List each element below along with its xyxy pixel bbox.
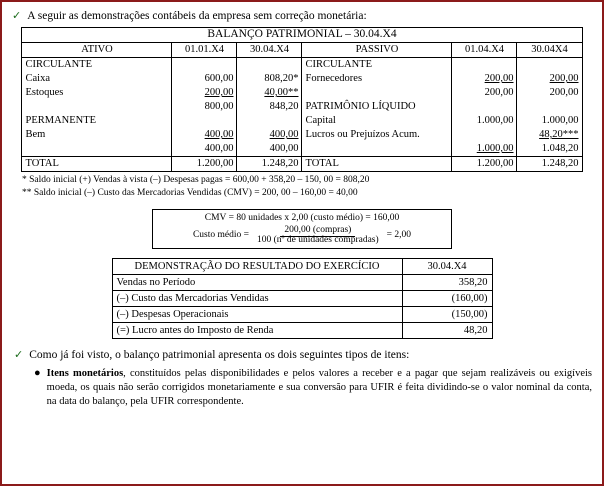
table-row [22,142,582,157]
cell-passivo-v2: 200,00 [517,72,582,86]
table-total-row [22,157,582,172]
table-row [112,291,492,307]
cell-passivo-v1: 1.000,00 [452,142,517,157]
dre-row-label: (=) Lucro antes do Imposto de Renda [112,323,402,339]
balance-header-row [22,43,582,58]
cell-passivo-label: CIRCULANTE [302,58,452,73]
closing-text: Como já foi visto, o balanço patrimonial apresenta os dois seguintes tipos de itens: [29,349,410,361]
header-ativo-col2: 30.04.X4 [237,43,302,58]
balance-title: BALANÇO PATRIMONIAL – 30.04.X4 [22,28,582,43]
cell-passivo-label [302,86,452,100]
table-row [22,58,582,73]
header-ativo-col1: 01.01.X4 [172,43,237,58]
cell-passivo-v2: 200,00 [517,86,582,100]
intro-line [12,10,594,22]
cell-ativo-v2 [237,58,302,73]
cell-ativo-label [22,142,172,157]
cmv-box [152,209,452,249]
cell-passivo-label: Fornecedores [302,72,452,86]
balance-sheet-table [21,27,582,172]
cell-ativo-v1: 400,00 [172,142,237,157]
cell-ativo-v2: 400,00 [237,142,302,157]
dre-row-value: (150,00) [402,307,492,323]
cmv-denominator: 100 (nº de unidades compradas) [257,235,379,245]
balance-title-row [22,28,582,43]
cell-passivo-v1: 200,00 [452,86,517,100]
dre-row-label: Vendas no Período [112,275,402,291]
cell-ativo-label: Bem [22,128,172,142]
footnote-2: ** Saldo inicial (–) Custo das Mercadorias Vendidas (CMV) = 200, 00 – 160,00 = 40,00 [22,188,358,198]
cell-passivo-label: Capital [302,114,452,128]
cell-ativo-label: PERMANENTE [22,114,172,128]
cmv-fraction [253,225,383,245]
total-passivo-label: TOTAL [302,157,452,172]
footnotes [22,174,582,200]
cell-passivo-label [302,142,452,157]
cell-ativo-v2: 848,20 [237,100,302,114]
total-passivo-v2: 1.248,20 [517,157,582,172]
cell-passivo-label: PATRIMÔNIO LÍQUIDO [302,100,452,114]
cell-ativo-label: Caixa [22,72,172,86]
dre-row-value: 48,20 [402,323,492,339]
income-statement-table [112,258,493,339]
table-row [22,100,582,114]
dre-header-row [112,259,492,275]
cmv-average-cost-row [157,225,447,245]
header-passivo-col1: 01.04.X4 [452,43,517,58]
dre-row-value: (160,00) [402,291,492,307]
cell-passivo-v2: 1.000,00 [517,114,582,128]
dre-title: DEMONSTRAÇÃO DO RESULTADO DO EXERCÍCIO [112,259,402,275]
cell-ativo-v1: 200,00 [172,86,237,100]
cell-ativo-v2 [237,114,302,128]
cell-passivo-v2: 48,20*** [517,128,582,142]
dre-period: 30.04.X4 [402,259,492,275]
header-passivo-col2: 30.04X4 [517,43,582,58]
table-row [112,307,492,323]
bullet-paragraph [47,367,592,409]
closing-line [14,349,592,361]
cell-ativo-label: Estoques [22,86,172,100]
intro-text: A seguir as demonstrações contábeis da empresa sem correção monetária: [27,10,367,22]
table-row [22,114,582,128]
cell-passivo-v2 [517,100,582,114]
header-ativo: ATIVO [22,43,172,58]
dre-row-value: 358,20 [402,275,492,291]
cell-ativo-v1 [172,114,237,128]
cell-passivo-label: Lucros ou Prejuízos Acum. [302,128,452,142]
bullet-icon: ● [34,367,41,379]
cmv-formula-line: CMV = 80 unidades x 2,00 (custo médio) = 160,00 [204,213,400,223]
table-row [112,323,492,339]
footnote-1: * Saldo inicial (+) Vendas à vista (–) Despesas pagas = 600,00 + 358,20 – 150, 00 = 808,20 [22,175,370,185]
cell-passivo-v1 [452,100,517,114]
total-passivo-v1: 1.200,00 [452,157,517,172]
list-item [34,367,592,409]
cell-passivo-v1 [452,128,517,142]
check-icon: ✓ [14,349,24,361]
cell-ativo-v1: 600,00 [172,72,237,86]
table-row [22,72,582,86]
dre-row-label: (–) Despesas Operacionais [112,307,402,323]
cmv-average-label: Custo médio = [192,230,249,240]
table-row [22,128,582,142]
cell-passivo-v1 [452,58,517,73]
cell-ativo-v2: 808,20* [237,72,302,86]
total-ativo-v1: 1.200,00 [172,157,237,172]
cmv-numerator: 200,00 (compras) [280,225,355,237]
cell-ativo-v1: 400,00 [172,128,237,142]
table-row [22,86,582,100]
cell-ativo-v1 [172,58,237,73]
cell-passivo-v2 [517,58,582,73]
cell-passivo-v2: 1.048,20 [517,142,582,157]
bullet-rest-text: , constituídos pelas disponibilidades e pelos valores a receber e a pagar que sejam realizáveis ou exigíveis moeda, os quais não serão corrigidos monetariamente e sua conversão para UFIR é feita dividindo-se o valor nominal da conta, na data do balanço, pela UFIR correspondente. [46,368,592,407]
cmv-result: = 2,00 [386,230,412,240]
total-ativo-v2: 1.248,20 [237,157,302,172]
total-ativo-label: TOTAL [22,157,172,172]
closing-section [12,349,592,409]
cell-ativo-v1: 800,00 [172,100,237,114]
header-passivo: PASSIVO [302,43,452,58]
cell-passivo-v1: 1.000,00 [452,114,517,128]
cell-ativo-v2: 40,00** [237,86,302,100]
cell-ativo-label: CIRCULANTE [22,58,172,73]
bullet-bold-term: Itens monetários [46,368,124,379]
cell-ativo-v2: 400,00 [237,128,302,142]
check-icon: ✓ [12,10,22,22]
cell-ativo-label [22,100,172,114]
cell-passivo-v1: 200,00 [452,72,517,86]
table-row [112,275,492,291]
dre-row-label: (–) Custo das Mercadorias Vendidas [112,291,402,307]
